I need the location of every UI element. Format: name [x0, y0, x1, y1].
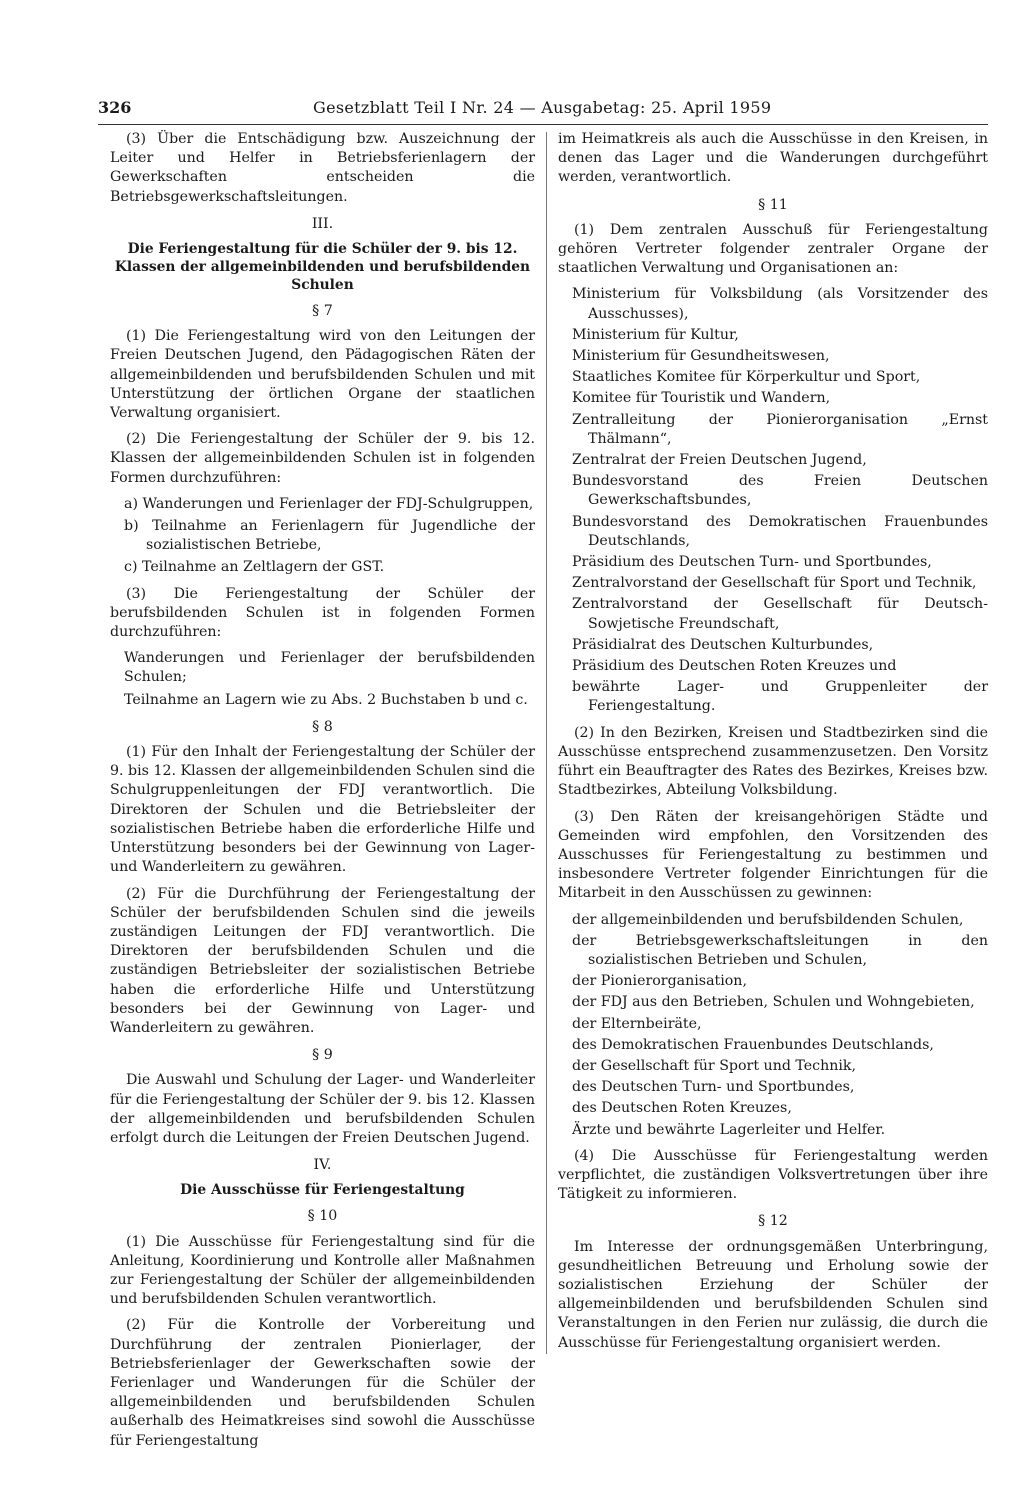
s10-paragraph-2: (2) Für die Kontrolle der Vorbereitung und Durchführung der zentralen Pionierlager, der Betriebsferienlager der Gewerkschaften sowie der Ferienlager und Wanderungen für die Schüler der allgemeinbildenden und berufsbildenden Schulen außerhalb des Heimatkreises sind sowohl die Ausschüsse für Feriengestaltung	[110, 1317, 535, 1449]
list-item: Präsidium des Deutschen Turn- und Sportbundes,	[572, 554, 932, 571]
list-item: Ministerium für Volksbildung (als Vorsitzender des Ausschusses),	[572, 286, 988, 322]
list-item: Ministerium für Kultur,	[572, 326, 739, 343]
continued-paragraph: im Heimatkreis als auch die Ausschüsse in den Kreisen, in denen das Lager und die Wanderungen durchgeführt werden, verantwortlich.	[558, 131, 988, 186]
section-number-IV: IV.	[313, 1157, 332, 1174]
s7-paragraph-3: (3) Die Feriengestaltung der Schüler der berufsbildenden Schulen ist in folgenden Formen durchzuführen:	[110, 585, 535, 641]
list-item: der allgemeinbildenden und berufsbildenden Schulen,	[572, 911, 964, 928]
s12-paragraph: Im Interesse der ordnungsgemäßen Unterbringung, gesundheitlichen Betreuung und Erholung sowie der sozialistischen Erziehung der Schüler der allgemeinbildenden und berufsbildenden Schulen sind Veranstaltungen in den Ferien nur zulässig, die durch die Ausschüsse für Feriengestaltung organisiert werden.	[558, 1238, 988, 1351]
list-item: Bundesvorstand des Demokratischen Frauenbundes Deutschlands,	[572, 513, 988, 549]
list-item: Zentralvorstand der Gesellschaft für Sport und Technik,	[572, 575, 977, 592]
section-heading-IV: Die Ausschüsse für Feriengestaltung	[180, 1182, 465, 1199]
s7-paragraph-1: (1) Die Feriengestaltung wird von den Leitungen der Freien Deutschen Jugend, den Pädagogischen Räten der allgemeinbildenden und berufsbildenden Schulen und mit Unterstützung der örtlichen Organe der staatlichen Verwaltung organisiert.	[110, 328, 535, 422]
list-item: Präsidium des Deutschen Roten Kreuzes und	[572, 658, 897, 675]
page-number: 326	[98, 98, 132, 117]
list-item: Zentralrat der Freien Deutschen Jugend,	[572, 452, 867, 469]
s7-p3-items	[110, 649, 535, 710]
list-item: Ministerium für Gesundheitswesen,	[572, 348, 830, 365]
s11-institution-list	[558, 911, 988, 1140]
s11-paragraph-3: (3) Den Räten der kreisangehörigen Städte und Gemeinden wird empfohlen, den Vorsitzenden des Ausschusses für Feriengestaltung zu bestimmen und insbesondere Vertreter folgender Einrichtungen für die Mitarbeit in den Ausschüssen zu gewinnen:	[558, 808, 988, 902]
paragraph-symbol-7: § 7	[312, 303, 333, 320]
list-item: der FDJ aus den Betrieben, Schulen und Wohngebieten,	[572, 994, 975, 1011]
list-item: der Gesellschaft für Sport und Technik,	[572, 1057, 857, 1074]
s9-paragraph: Die Auswahl und Schulung der Lager- und Wanderleiter für die Feriengestaltung der Schüler der 9. bis 12. Klassen der allgemeinbildenden und berufsbildenden Schulen erfolgt durch die Leitungen der Freien Deutschen Jugend.	[110, 1072, 535, 1146]
s11-paragraph-1: (1) Dem zentralen Ausschuß für Feriengestaltung gehören Vertreter folgender zentraler Organe der staatlichen Verwaltung und Organisationen an:	[558, 221, 988, 277]
list-item: a) Wanderungen und Ferienlager der FDJ-Schulgruppen,	[124, 495, 534, 512]
list-item: des Deutschen Roten Kreuzes,	[572, 1100, 792, 1117]
left-column	[110, 130, 535, 1458]
paragraph-symbol-10: § 10	[307, 1208, 338, 1225]
paragraph-symbol-11: § 11	[758, 196, 788, 213]
s11-paragraph-2: (2) In den Bezirken, Kreisen und Stadtbezirken sind die Ausschüsse entsprechend zusammenzusetzen. Den Vorsitz führt ein Beauftragter des Rates des Bezirkes, Kreises bzw. Stadtbezirkes, Abteilung Volksbildung.	[558, 724, 988, 799]
paragraph-symbol-9: § 9	[312, 1047, 333, 1064]
s7-form-list	[110, 495, 535, 578]
s8-paragraph-2: (2) Für die Durchführung der Feriengestaltung der Schüler der berufsbildenden Schulen sind die jeweils zuständigen Leitungen der FDJ verantwortlich. Die Direktoren der berufsbildenden Schulen und die zuständigen Betriebsleiter der sozialistischen Betriebe haben die erforderliche Hilfe und Unterstützung besonders bei der Gewinnung von Lager- und Wanderleitern zu gewähren.	[110, 885, 535, 1036]
section-number-III: III.	[311, 215, 334, 232]
list-item: Bundesvorstand des Freien Deutschen Gewerkschaftsbundes,	[572, 473, 988, 509]
list-item: Komitee für Touristik und Wandern,	[572, 390, 831, 407]
list-item: Ärzte und bewährte Lagerleiter und Helfer.	[572, 1121, 886, 1138]
list-item: des Demokratischen Frauenbundes Deutschlands,	[572, 1036, 934, 1053]
header-title: Gesetzblatt Teil I Nr. 24 — Ausgabetag: 25. April 1959	[313, 98, 772, 117]
list-item: Zentralvorstand der Gesellschaft für Deutsch-Sowjetische Freundschaft,	[572, 596, 988, 632]
s10-paragraph-1: (1) Die Ausschüsse für Feriengestaltung sind für die Anleitung, Koordinierung und Kontrolle aller Maßnahmen zur Feriengestaltung der Schüler der allgemeinbildenden und berufsbildenden Schulen verantwortlich.	[110, 1233, 535, 1308]
list-item: Staatliches Komitee für Körperkultur und Sport,	[572, 369, 921, 386]
paragraph-entschaedigung: (3) Über die Entschädigung bzw. Auszeichnung der Leiter und Helfer in Betriebsferienlagern der Gewerkschaften entscheiden die Betriebsgewerkschaftsleitungen.	[110, 131, 535, 205]
list-item: bewährte Lager- und Gruppenleiter der Feriengestaltung.	[572, 679, 988, 715]
list-item: c) Teilnahme an Zeltlagern der GST.	[124, 559, 385, 576]
list-item: des Deutschen Turn- und Sportbundes,	[572, 1079, 855, 1096]
list-item: Präsidialrat des Deutschen Kulturbundes,	[572, 636, 874, 653]
header-rule	[98, 124, 988, 125]
section-heading-III: Die Feriengestaltung für die Schüler der 9. bis 12. Klassen der allgemeinbildenden und berufsbildenden Schulen	[114, 241, 531, 294]
list-item: der Betriebsgewerkschaftsleitungen in den sozialistischen Betrieben und Schulen,	[572, 932, 988, 968]
s8-paragraph-1: (1) Für den Inhalt der Feriengestaltung der Schüler der 9. bis 12. Klassen der allgemeinbildenden Schulen sind die Schulgruppenleitungen der FDJ verantwortlich. Die Direktoren der Schulen und die Betriebsleiter der sozialistischen Betriebe haben die erforderliche Hilfe und Unterstützung besonders bei der Gewinnung von Lager- und Wanderleitern zu gewähren.	[110, 744, 536, 876]
s7-paragraph-2: (2) Die Feriengestaltung der Schüler der 9. bis 12. Klassen der allgemeinbildenden Schulen ist in folgenden Formen durchzuführen:	[110, 431, 535, 486]
list-item: Wanderungen und Ferienlager der berufsbildenden Schulen;	[124, 650, 535, 686]
page-header	[98, 98, 988, 120]
paragraph-symbol-8: § 8	[312, 718, 333, 735]
right-column	[558, 130, 988, 1360]
list-item: b) Teilnahme an Ferienlagern für Jugendliche der sozialistischen Betriebe,	[124, 518, 535, 554]
list-item: Teilnahme an Lagern wie zu Abs. 2 Buchstaben b und c.	[124, 691, 528, 708]
column-separator	[546, 132, 547, 1354]
list-item: der Pionierorganisation,	[572, 973, 747, 990]
list-item: der Elternbeiräte,	[572, 1015, 702, 1032]
s11-paragraph-4: (4) Die Ausschüsse für Feriengestaltung werden verpflichtet, die zuständigen Volksvertretungen über ihre Tätigkeit zu informieren.	[558, 1147, 988, 1203]
list-item: Zentralleitung der Pionierorganisation „Ernst Thälmann“,	[572, 411, 988, 447]
paragraph-symbol-12: § 12	[758, 1213, 788, 1230]
s11-organisation-list	[558, 285, 988, 716]
